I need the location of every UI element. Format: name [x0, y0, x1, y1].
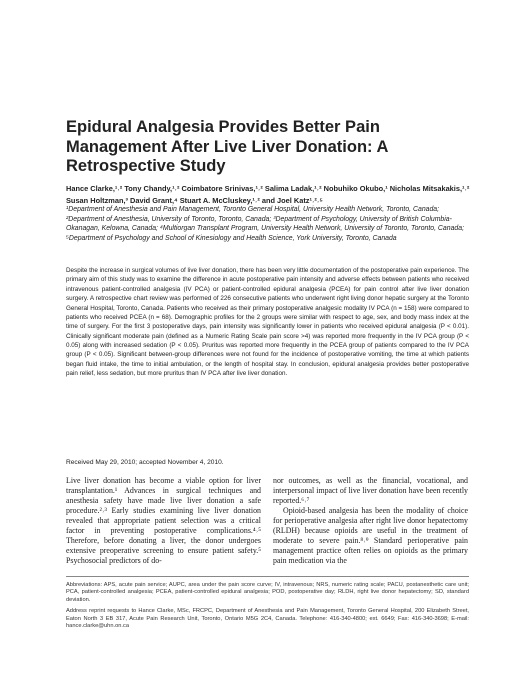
body-column-right: [273, 476, 468, 566]
affiliations: ¹Department of Anesthesia and Pain Management, Toronto General Hospital, University Health Network, Toronto, Canada; ²Department of Anesthesia, University of Toronto, Toronto, Canada; ³Department of Psychology, University of British Columbia-Okanagan, Kelowna, Canada; ⁴Multiorgan Transplant Program, University Health Network, University of Toronto, Toronto, Canada; ⁵Department of Psychology and School of Kinesiology and Health Science, York University, Toronto, Canada: [66, 206, 464, 242]
body-paragraph: nor outcomes, as well as the financial, vocational, and interpersonal impact of live liver donation have been recently reported.⁶˒⁷: [273, 476, 468, 505]
received-dates: Received May 29, 2010; accepted November 4, 2010.: [66, 459, 224, 466]
body-paragraph: Opioid-based analgesia has been the modality of choice for perioperative analgesia after right live donor hepatectomy (RLDH) because opioids are useful in the treatment of moderate to severe pain.⁸˒⁹ Standard perioperative pain management practice often relies on opioids as the primary pain medication via the: [273, 505, 468, 565]
correspondence-address: Address reprint requests to Hance Clarke, MSc, FRCPC, Department of Anesthesia and Pain Management, Toronto General Hospital, 200 Elizabeth Street, Eaton North 3 EB 317, Acute Pain Research Unit, Toronto, Ontario M5G 2C4, Canada. Telephone: 416-340-4800; ext. 6649; Fax: 416-340-3698; E-mail: hance.clarke@uhn.on.ca: [66, 608, 469, 630]
author-list: Hance Clarke,¹˒² Tony Chandy,¹˒² Coimbatore Srinivas,¹˒² Salima Ladak,¹˒² Nobuhiko Okubo,¹ Nicholas Mitsakakis,¹˒² Susan Holtzman,³ David Grant,⁴ Stuart A. McCluskey,¹˒² and Joel Katz¹˒²˒⁵: [66, 184, 470, 205]
article-title: Epidural Analgesia Provides Better Pain Management After Live Liver Donation: A Retrospective Study: [66, 118, 388, 175]
footnotes: [66, 576, 469, 634]
body-paragraph: Live liver donation has become a viable option for liver transplantation.¹ Advances in surgical techniques and anesthesia safety have made live liver donation a safe procedure.²˒³ Early studies examining live liver donation revealed that appropriate patient selection was a critical factor in preventing postoperative complications.⁴˒⁵ Therefore, before donating a liver, the donor undergoes extensive preoperative screening to ensure patient safety.⁵ Psychosocial predictors of do-: [66, 476, 261, 565]
abbreviations-note: Abbreviations: APS, acute pain service; AUPC, area under the pain score curve; IV, intravenous; NRS, numeric rating scale; PACU, postanesthetic care unit; PCA, patient-controlled analgesia; PCEA, patient-controlled epidural analgesia; POD, postoperative day; RLDH, right live donor hepatectomy; SD, standard deviation.: [66, 582, 469, 603]
abstract: Despite the increase in surgical volumes of live liver donation, there has been very little documentation of the postoperative pain experience. The primary aim of this study was to examine the difference in acute postoperative pain intensity and adverse effects between patients who received intravenous patient-controlled analgesia (IV PCA) or patient-controlled epidural analgesia (PCEA) for pain control after live liver donation surgery. A retrospective chart review was performed of 226 consecutive patients who underwent right living donor hepatic surgery at the Toronto General Hospital, Toronto, Canada. Patients who received as their primary postoperative analgesic modality IV PCA (n = 158) were compared to patients who received PCEA (n = 68). Demographic profiles for the 2 groups were similar with respect to age, sex, and body mass index at the time of surgery. For the first 3 postoperative days, pain intensity was significantly lower in patients who received epidural analgesia (P < 0.01). Clinically significant moderate pain (defined as a Numeric Rating Scale pain score >4) was reported more frequently in the IV PCA group (P < 0.05) along with increased sedation (P < 0.05). Pruritus was reported more frequently in the PCEA group of patients compared to the IV PCA group (P < 0.05). Significant between-group differences were not found for the incidence of postoperative vomiting, the time at which patients began fluid intake, the time to initial ambulation, or the length of hospital stay. In conclusion, epidural analgesia provides better postoperative pain relief, less sedation, but more pruritus than IV PCA after live liver donation.: [66, 267, 469, 378]
body-column-left: [66, 476, 261, 566]
